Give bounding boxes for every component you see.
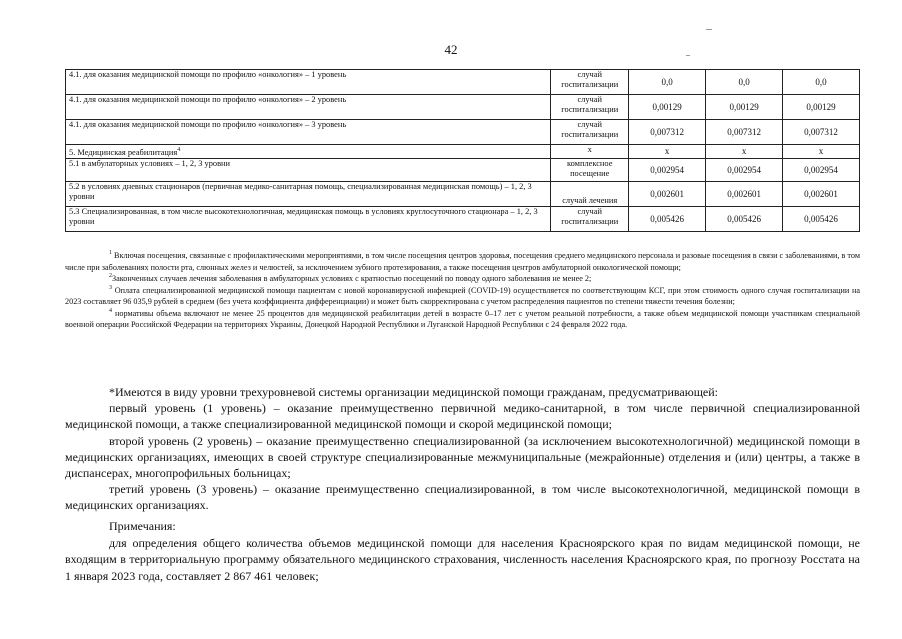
- footnote-ref: 4: [177, 147, 181, 153]
- table-row: [66, 95, 860, 120]
- row-name: 5.2 в условиях дневных стационаров (первичная медико-санитарная помощь, специализированная медицинская помощь) – 1, 2, 3 уровни: [66, 181, 551, 206]
- table-row: [66, 206, 860, 231]
- row-value-3: 0,0: [783, 70, 860, 95]
- row-name-text: 5. Медицинская реабилитация: [69, 147, 178, 157]
- row-value-3: х: [783, 145, 860, 159]
- page-number: 42: [444, 42, 458, 57]
- care-level-1: первый уровень (1 уровень) – оказание преимущественно первичной медико-санитарной, в том числе первичной специализированной медицинской помощи, а также специализированной медицинской помощи и скорой медицинской помощи;: [65, 401, 860, 432]
- footnote-number: 4: [109, 307, 112, 314]
- row-value-2: 0,002954: [706, 158, 783, 181]
- row-unit: случай госпитализации: [551, 120, 629, 145]
- row-value-2: 0,007312: [706, 120, 783, 145]
- row-value-2: 0,002601: [706, 181, 783, 206]
- row-unit: х: [551, 145, 629, 159]
- footnote-text: Включая посещения, связанные с профилактическими мероприятиями, в том числе посещения центров здоровья, посещения среднего медицинского персонала и разовые посещения в связи с заболеваниями, в том числе при заболеваниях полости рта, слюнных желез и челюстей, за исключением зубного протезирования, а также посещения центров амбулаторной онкологической помощи;: [65, 251, 860, 272]
- row-value-1: 0,002601: [629, 181, 706, 206]
- row-unit: случай госпитализации: [551, 95, 629, 120]
- table-row: [66, 120, 860, 145]
- table-row: [66, 145, 860, 159]
- row-value-1: 0,002954: [629, 158, 706, 181]
- footnotes: [65, 250, 860, 331]
- care-levels-section: [65, 384, 860, 514]
- scan-speck: [686, 55, 690, 56]
- row-value-3: 0,005426: [783, 206, 860, 231]
- footnote-4: [65, 308, 860, 331]
- row-value-1: 0,005426: [629, 206, 706, 231]
- row-name: 4.1. для оказания медицинской помощи по профилю «онкология» – 1 уровень: [66, 70, 551, 95]
- row-name: 5.3 Специализированная, в том числе высокотехнологичная, медицинская помощь в условиях круглосуточного стационара – 1, 2, 3 уровни: [66, 206, 551, 231]
- footnote-number: 3: [109, 284, 112, 291]
- row-value-2: 0,0: [706, 70, 783, 95]
- row-unit: случай лечения: [551, 181, 629, 206]
- row-value-3: 0,007312: [783, 120, 860, 145]
- row-value-1: 0,007312: [629, 120, 706, 145]
- row-unit: случай госпитализации: [551, 206, 629, 231]
- care-level-2: второй уровень (2 уровень) – оказание преимущественно специализированной (за исключением высокотехнологичной) медицинской помощи в медицинских организациях, имеющих в своей структуре специализированные межмуниципальные (межрайонные) отделения и (или) центры, а также в диспансерах, многопрофильных больницах;: [65, 433, 860, 481]
- row-name: [66, 145, 551, 159]
- row-value-1: 0,00129: [629, 95, 706, 120]
- footnote-text: Законченных случаев лечения заболевания в амбулаторных условиях с кратностью посещений по поводу одного заболевания не менее 2;: [112, 274, 592, 283]
- row-value-3: 0,002954: [783, 158, 860, 181]
- row-value-2: х: [706, 145, 783, 159]
- scan-speck: [706, 29, 712, 30]
- row-name: 4.1. для оказания медицинской помощи по профилю «онкология» – 2 уровень: [66, 95, 551, 120]
- footnote-text: нормативы объема включают не менее 25 процентов для медицинской реабилитации детей в возрасте 0–17 лет с учетом реальной потребности, а также объем медицинской помощи участникам специальной военной операции Российской Федерации на территориях Украины, Донецкой Народной Республики и Луганской Народной Республики с 24 февраля 2022 года.: [65, 308, 861, 329]
- footnote-number: 1: [109, 250, 112, 256]
- footnote-3: [65, 285, 860, 308]
- row-name: 4.1. для оказания медицинской помощи по профилю «онкология» – 3 уровень: [66, 120, 551, 145]
- row-value-1: 0,0: [629, 70, 706, 95]
- care-levels-intro: *Имеются в виду уровни трехуровневой системы организации медицинской помощи гражданам, предусматривающей:: [109, 385, 719, 399]
- table-row: [66, 158, 860, 181]
- notes-heading: Примечания:: [109, 519, 176, 533]
- care-level-3: третий уровень (3 уровень) – оказание преимущественно специализированной, в том числе высокотехнологичной, медицинской помощи в медицинских организациях.: [65, 482, 860, 513]
- row-value-2: 0,00129: [706, 95, 783, 120]
- row-unit: случай госпитализации: [551, 70, 629, 95]
- row-value-2: 0,005426: [706, 206, 783, 231]
- table-row: [66, 70, 860, 95]
- row-unit: комплексное посещение: [551, 158, 629, 181]
- footnote-text: Оплата специализированной медицинской помощи пациентам с новой коронавирусной инфекцией (COVID-19) осуществляется по соответствующим КСГ, при этом стоимость одного случая госпитализации на 2023 составляет 96 035,9 рублей в среднем (без учета коэффициента дифференциации) и может быть скорректирована с учетом распределения пациентов по степени тяжести течения болезни;: [65, 285, 860, 306]
- footnote-number: 2: [109, 273, 112, 279]
- row-value-3: 0,00129: [783, 95, 860, 120]
- table-row: [66, 181, 860, 206]
- row-name: 5.1 в амбулаторных условиях – 1, 2, 3 уровни: [66, 158, 551, 181]
- footnote-1: [65, 250, 860, 273]
- footnote-2: [65, 273, 860, 285]
- notes-text: для определения общего количества объемов медицинской помощи для населения Красноярского края по видам медицинской помощи, не входящим в территориальную программу обязательного медицинского страхования, численность населения Красноярского края, по прогнозу Росстата на 1 января 2023 года, составляет 2 867 461 человек;: [65, 536, 860, 583]
- row-value-3: 0,002601: [783, 181, 860, 206]
- volume-norms-table: [65, 69, 860, 232]
- notes-section: [65, 518, 860, 584]
- row-value-1: х: [629, 145, 706, 159]
